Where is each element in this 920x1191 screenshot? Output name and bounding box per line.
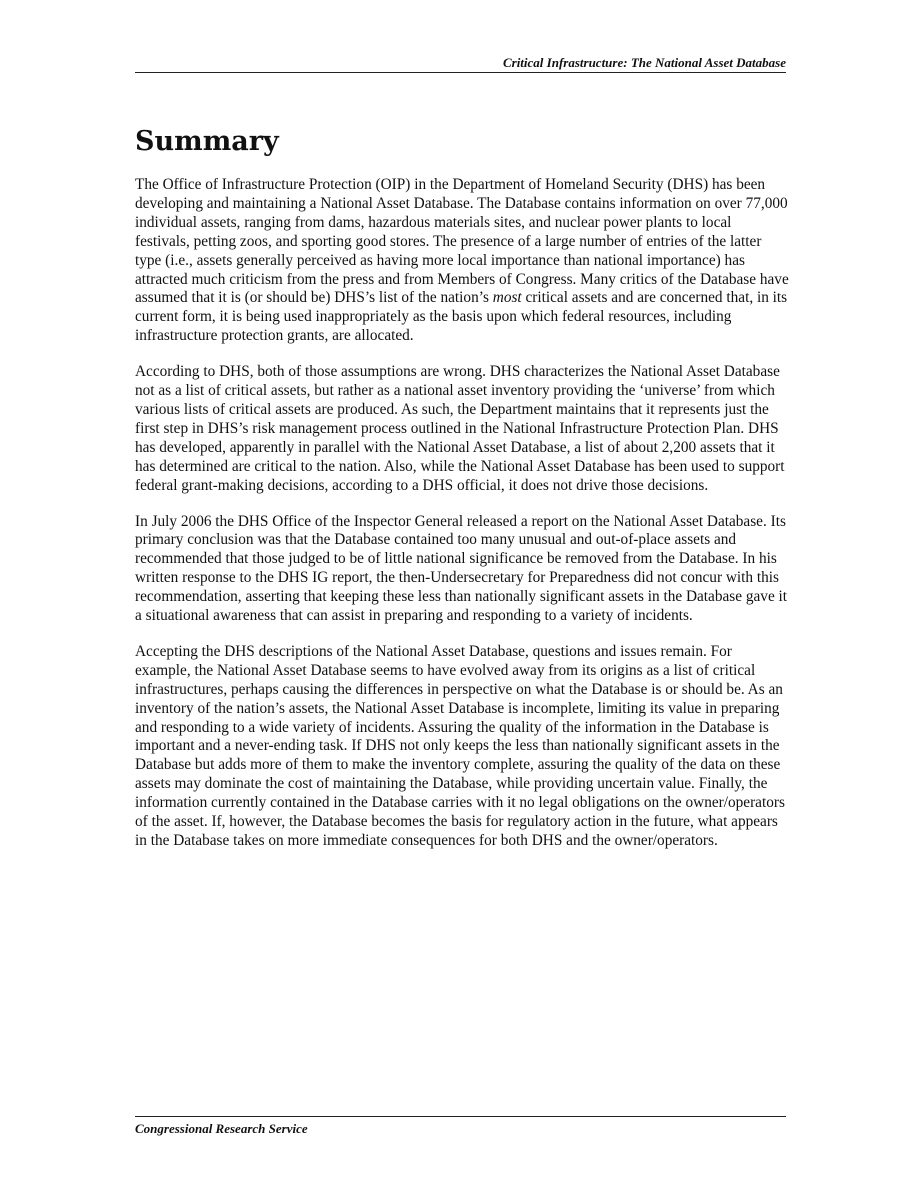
paragraph-oip-database (135, 176, 790, 346)
header-divider (135, 72, 786, 73)
paragraph-1-continuation: critical assets and are concerned that, in its current form, it is being used inappropriately as the basis upon which federal resources, including infrastructure protection grants, are allocated. (135, 289, 788, 345)
summary-body (135, 176, 790, 868)
running-footer: Congressional Research Service (135, 1121, 308, 1136)
footer-divider (135, 1116, 786, 1117)
paragraph-1-text: The Office of Infrastructure Protection (OIP) in the Department of Homeland Security (DHS) has been developing and maintaining a National Asset Database. The Database contains information on over 77,000 individual assets, ranging from dams, hazardous materials sites, and nuclear power plants to local festivals, petting zoos, and sporting good stores. The presence of a large number of entries of the latter type (i.e., assets generally perceived as having more local importance than national importance) has attracted much criticism from the press and from Members of Congress. Many critics of the Database have assumed that it is (or should be) DHS’s list of the nation’s (135, 176, 789, 307)
running-header: Critical Infrastructure: The National Asset Database (502, 55, 786, 70)
paragraph-ig-report: In July 2006 the DHS Office of the Inspector General released a report on the National Asset Database. Its primary conclusion was that the Database contained too many unusual and out-of-place assets and recommended that those judged to be of little national significance be removed from the Database. In his written response to the DHS IG report, the then-Undersecretary for Preparedness did not concur with this recommendation, asserting that keeping these less than nationally significant assets in the Database gave it a situational awareness that can assist in preparing and responding to a variety of incidents. (135, 512, 788, 625)
page-title: Summary (135, 126, 279, 157)
paragraph-issues-remain: Accepting the DHS descriptions of the National Asset Database, questions and issues remain. For example, the National Asset Database seems to have evolved away from its origins as a list of critical infrastructures, perhaps causing the differences in perspective on what the Database is or should be. As an inventory of the nation’s assets, the National Asset Database is incomplete, limiting its value in preparing and responding to a wide variety of incidents. Assuring the quality of the information in the Database is important and a never-ending task. If DHS not only keeps the less than nationally significant assets in the Database but adds more of them to make the inventory complete, assuring the quality of the data on these assets may dominate the cost of maintaining the Database, while providing uncertain value. Finally, the information currently contained in the Database carries with it no legal obligations on the owner/operators of the asset. If, however, the Database becomes the basis for regulatory action in the future, what appears in the Database takes on more immediate consequences for both DHS and the owner/operators. (135, 642, 785, 849)
paragraph-dhs-position: According to DHS, both of those assumptions are wrong. DHS characterizes the National Asset Database not as a list of critical assets, but rather as a national asset inventory providing the ‘universe’ from which various lists of critical assets are produced. As such, the Department maintains that it represents just the first step in DHS’s risk management process outlined in the National Infrastructure Protection Plan. DHS has developed, apparently in parallel with the National Asset Database, a list of about 2,200 assets that it has determined are critical to the nation. Also, while the National Asset Database has been used to support federal grant-making decisions, according to a DHS official, it does not drive those decisions. (135, 363, 785, 494)
emphasis-most: most (492, 289, 522, 307)
